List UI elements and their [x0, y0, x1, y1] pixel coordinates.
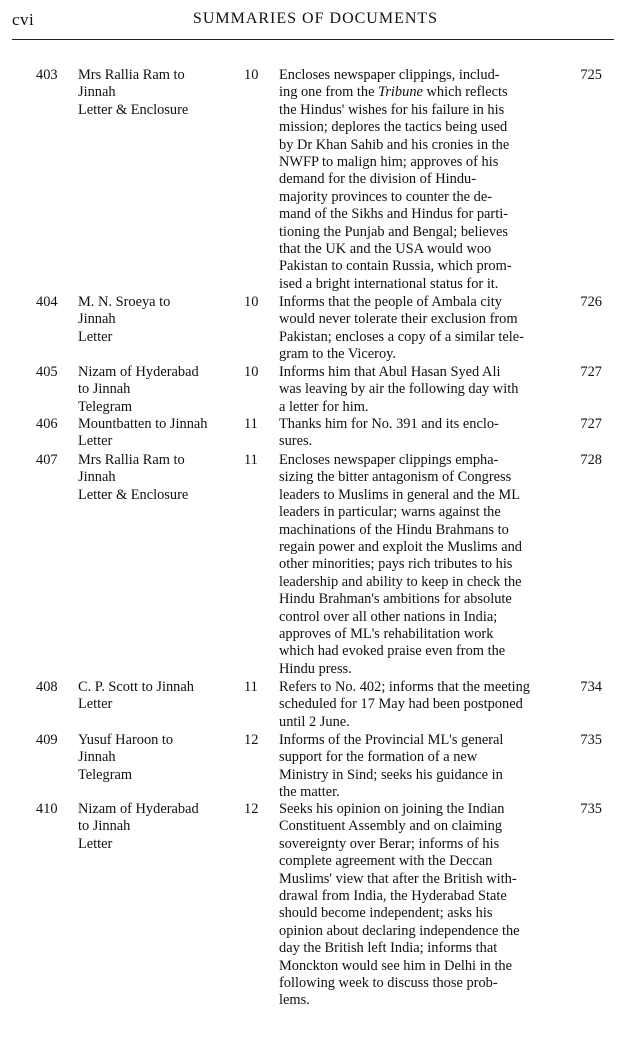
- document-date: 10: [244, 294, 259, 310]
- summary-line: other minorities; pays rich tributes to his: [279, 556, 513, 573]
- correspondent-line: Jinnah: [78, 469, 116, 486]
- summary-line: should become independent; asks his: [279, 905, 493, 922]
- summary-line: Informs of the Provincial ML's general: [279, 732, 504, 748]
- correspondent-line: Letter: [78, 696, 113, 713]
- correspondents: [78, 416, 238, 451]
- correspondent-line: Letter: [78, 328, 113, 345]
- correspondent-line: Mountbatten to Jinnah: [78, 416, 208, 432]
- document-date: 11: [244, 452, 258, 468]
- page-reference: 726: [580, 294, 602, 310]
- document-date: 11: [244, 416, 258, 432]
- document-summary: [279, 452, 541, 678]
- document-date: 10: [244, 67, 259, 83]
- summary-line: leaders to Muslims in general and the ML: [279, 486, 520, 503]
- document-number: 407: [36, 452, 58, 468]
- summary-line: Pakistan; encloses a copy of a similar tele-: [279, 328, 524, 345]
- correspondents: [78, 67, 238, 119]
- correspondent-line: M. N. Sroeya to: [78, 294, 171, 310]
- correspondent-line: C. P. Scott to Jinnah: [78, 679, 194, 695]
- correspondent-line: Letter & Enclosure: [78, 101, 189, 118]
- summary-line: support for the formation of a new: [279, 749, 478, 766]
- summary-line: Monckton would see him in Delhi in the: [279, 957, 513, 974]
- summary-line: Constituent Assembly and on claiming: [279, 818, 503, 835]
- correspondent-line: Jinnah: [78, 311, 116, 328]
- summary-line: Thanks him for No. 391 and its enclo-: [279, 416, 499, 432]
- summary-line: NWFP to malign him; approves of his: [279, 154, 499, 171]
- correspondent-line: to Jinnah: [78, 381, 131, 398]
- summary-line: Seeks his opinion on joining the Indian: [279, 801, 505, 817]
- page-reference: 728: [580, 452, 602, 468]
- document-number: 403: [36, 67, 58, 83]
- summary-line: approves of ML's rehabilitation work: [279, 626, 494, 643]
- summary-line: by Dr Khan Sahib and his cronies in the: [279, 136, 510, 153]
- summary-line: Hindu press.: [279, 660, 352, 677]
- document-number: 409: [36, 732, 58, 748]
- document-summary: [279, 801, 541, 1010]
- summary-line: Hindu Brahman's ambitions for absolute: [279, 591, 512, 608]
- correspondent-line: Telegram: [78, 766, 133, 783]
- correspondents: [78, 364, 238, 416]
- summary-line: ised a bright international status for it.: [279, 275, 499, 292]
- summary-line: demand for the division of Hindu-: [279, 171, 477, 188]
- correspondent-line: Telegram: [78, 398, 133, 415]
- summary-line: Ministry in Sind; seeks his guidance in: [279, 766, 503, 783]
- document-date: 10: [244, 364, 259, 380]
- summary-line: scheduled for 17 May had been postponed: [279, 696, 523, 713]
- summary-line: ing one from the Tribune which reflects: [279, 84, 508, 101]
- document-date: 12: [244, 732, 259, 748]
- summary-line: was leaving by air the following day with: [279, 381, 519, 398]
- summary-line: the matter.: [279, 784, 340, 801]
- document-number: 406: [36, 416, 58, 432]
- summary-line: control over all other nations in India;: [279, 608, 498, 625]
- summary-line: opinion about declaring independence the: [279, 922, 520, 939]
- summary-line: Muslims' view that after the British with-: [279, 870, 517, 887]
- page-reference: 734: [580, 679, 602, 695]
- document-date: 12: [244, 801, 259, 817]
- summary-line: until 2 June.: [279, 713, 350, 730]
- summary-line: that the UK and the USA would woo: [279, 241, 492, 258]
- summary-line: lems.: [279, 992, 310, 1009]
- document-summary: [279, 294, 541, 364]
- page-reference: 727: [580, 416, 602, 432]
- summary-line: following week to discuss those prob-: [279, 975, 498, 992]
- summary-line: sizing the bitter antagonism of Congress: [279, 469, 512, 486]
- correspondent-line: Nizam of Hyderabad: [78, 364, 199, 380]
- correspondent-line: Letter & Enclosure: [78, 486, 189, 503]
- summary-line: drawal from India, the Hyderabad State: [279, 888, 507, 905]
- correspondent-line: Jinnah: [78, 84, 116, 101]
- correspondent-line: Letter: [78, 433, 113, 450]
- document-summary: [279, 679, 541, 731]
- summary-line: leaders in particular; warns against the: [279, 504, 501, 521]
- summary-line: a letter for him.: [279, 398, 369, 415]
- summary-line: mission; deplores the tactics being used: [279, 119, 508, 136]
- document-summary: [279, 416, 541, 451]
- summary-line: leadership and ability to keep in check the: [279, 573, 522, 590]
- summary-line: majority provinces to counter the de-: [279, 188, 492, 205]
- summary-line: which had evoked praise even from the: [279, 643, 506, 660]
- summary-line: sovereignty over Berar; informs of his: [279, 835, 500, 852]
- summary-line: complete agreement with the Deccan: [279, 853, 493, 870]
- summary-line: Pakistan to contain Russia, which prom-: [279, 258, 512, 275]
- summary-line: Refers to No. 402; informs that the meeting: [279, 679, 530, 695]
- summary-line: regain power and exploit the Muslims and: [279, 539, 522, 556]
- correspondents: [78, 294, 238, 346]
- header-rule: [12, 39, 614, 40]
- correspondent-line: Letter: [78, 835, 113, 852]
- correspondent-line: to Jinnah: [78, 818, 131, 835]
- document-summary: [279, 67, 541, 293]
- page-reference: 735: [580, 801, 602, 817]
- document-number: 408: [36, 679, 58, 695]
- document-date: 11: [244, 679, 258, 695]
- correspondents: [78, 452, 238, 504]
- correspondents: [78, 679, 238, 714]
- summary-line: mand of the Sikhs and Hindus for parti-: [279, 206, 509, 223]
- correspondents: [78, 732, 238, 784]
- correspondent-line: Mrs Rallia Ram to: [78, 67, 185, 83]
- document-number: 404: [36, 294, 58, 310]
- summary-line: Informs him that Abul Hasan Syed Ali: [279, 364, 501, 380]
- summary-line: would never tolerate their exclusion from: [279, 311, 518, 328]
- summary-line: Informs that the people of Ambala city: [279, 294, 502, 310]
- document-number: 410: [36, 801, 58, 817]
- summary-line: tioning the Punjab and Bengal; believes: [279, 223, 509, 240]
- correspondent-line: Yusuf Haroon to: [78, 732, 174, 748]
- summary-line: the Hindus' wishes for his failure in his: [279, 101, 505, 118]
- running-head: SUMMARIES OF DOCUMENTS: [192, 10, 439, 27]
- page-number: cvi: [12, 10, 35, 29]
- page-reference: 735: [580, 732, 602, 748]
- summary-line: sures.: [279, 433, 313, 450]
- page-reference: 727: [580, 364, 602, 380]
- correspondent-line: Jinnah: [78, 749, 116, 766]
- document-summary: [279, 364, 541, 416]
- page-reference: 725: [580, 67, 602, 83]
- summary-line: gram to the Viceroy.: [279, 346, 397, 363]
- summary-line: Encloses newspaper clippings empha-: [279, 452, 499, 468]
- summary-line: day the British left India; informs that: [279, 940, 498, 957]
- correspondent-line: Mrs Rallia Ram to: [78, 452, 185, 468]
- document-number: 405: [36, 364, 58, 380]
- correspondent-line: Nizam of Hyderabad: [78, 801, 199, 817]
- summary-line: machinations of the Hindu Brahmans to: [279, 521, 509, 538]
- correspondents: [78, 801, 238, 853]
- document-summary: [279, 732, 541, 802]
- summary-line: Encloses newspaper clippings, includ-: [279, 67, 500, 83]
